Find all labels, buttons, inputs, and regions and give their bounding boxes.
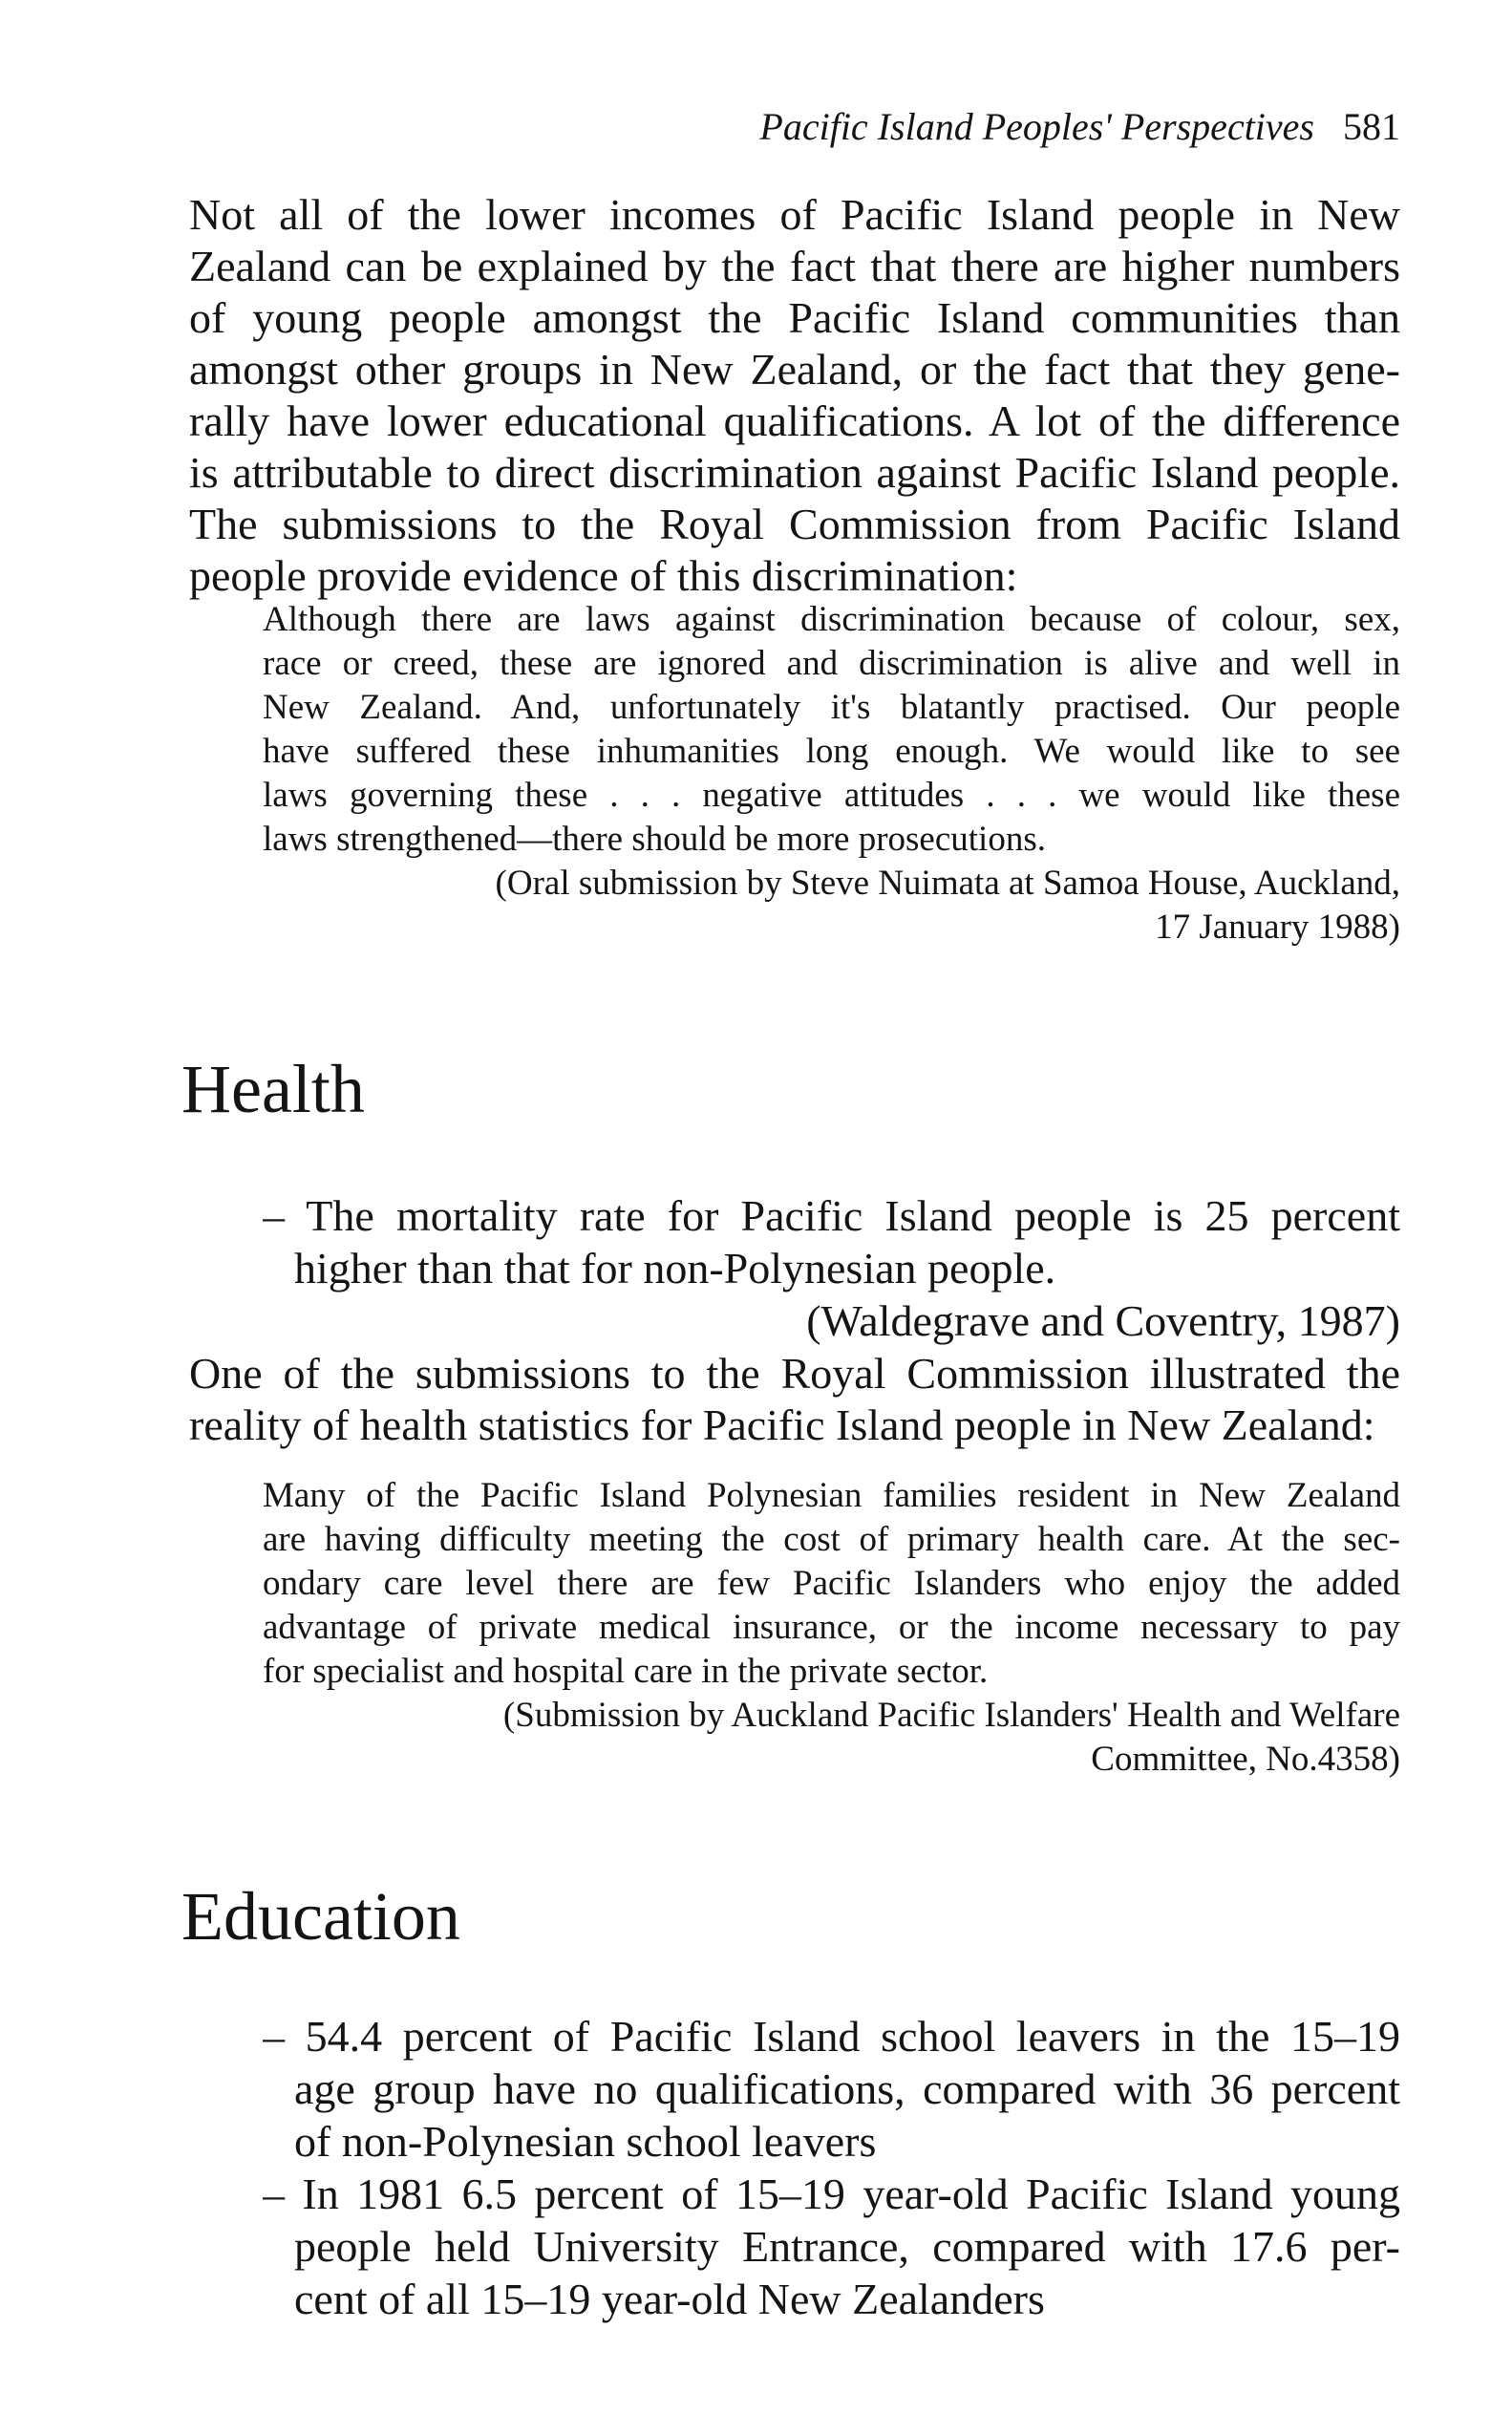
education-bullet-2	[263, 2170, 1400, 2328]
text-line: is attributable to direct discrimination against Pacific Island people.	[189, 449, 1400, 497]
quote-line: New Zealand. And, unfortunately it's blatantly practised. Our people	[263, 688, 1400, 727]
block-quote-discrimination	[263, 600, 1400, 951]
quote-line: have suffered these inhumanities long enough. We would like to see	[263, 732, 1400, 771]
bullet-line: – 54.4 percent of Pacific Island school leavers in the 15–19	[263, 2013, 1400, 2061]
text-line: of young people amongst the Pacific Island communities than	[189, 294, 1400, 342]
quote-attribution: Committee, No.4358)	[1091, 1740, 1400, 1779]
quote-attribution: (Oral submission by Steve Nuimata at Samoa House, Auckland,	[495, 864, 1400, 903]
text-line: Zealand can be explained by the fact that there are higher numbers	[189, 243, 1400, 290]
health-paragraph	[189, 1350, 1400, 1453]
text-line: One of the submissions to the Royal Commission illustrated the	[189, 1350, 1400, 1398]
text-line: amongst other groups in New Zealand, or the fact that they gene-	[189, 346, 1400, 394]
running-head-title: Pacific Island Peoples' Perspectives	[759, 105, 1314, 148]
quote-line: ondary care level there are few Pacific Islanders who enjoy the added	[263, 1564, 1400, 1603]
text-line: reality of health statistics for Pacific Island people in New Zealand:	[189, 1401, 1375, 1449]
quote-line: laws governing these . . . negative attitudes . . . we would like these	[263, 776, 1400, 815]
section-heading-health: Health	[181, 1051, 365, 1127]
quote-line: advantage of private medical insurance, or the income necessary to pay	[263, 1608, 1400, 1647]
running-head	[189, 103, 1400, 151]
text-line: The submissions to the Royal Commission from Pacific Island	[189, 501, 1400, 548]
bullet-line: – In 1981 6.5 percent of 15–19 year-old Pacific Island young	[263, 2170, 1400, 2218]
quote-line: are having difficulty meeting the cost of primary health care. At the sec-	[263, 1520, 1400, 1559]
page-number: 581	[1343, 105, 1400, 148]
quote-line: laws strengthened—there should be more prosecutions.	[263, 820, 1046, 859]
quote-line: Although there are laws against discrimination because of colour, sex,	[263, 600, 1400, 639]
block-quote-health	[263, 1476, 1400, 1784]
text-line: rally have lower educational qualifications. A lot of the difference	[189, 397, 1400, 445]
health-bullet	[263, 1192, 1400, 1350]
bullet-source: (Waldegrave and Coventry, 1987)	[806, 1297, 1400, 1345]
bullet-line: – The mortality rate for Pacific Island people is 25 percent	[263, 1192, 1400, 1240]
text-line: Not all of the lower incomes of Pacific Island people in New	[189, 191, 1400, 239]
quote-line: for specialist and hospital care in the private sector.	[263, 1652, 989, 1691]
education-bullet-1	[263, 2013, 1400, 2170]
bullet-line: higher than that for non-Polynesian people.	[294, 1245, 1056, 1293]
bullet-line: age group have no qualifications, compared with 36 percent	[294, 2065, 1400, 2113]
intro-paragraph	[189, 191, 1400, 604]
bullet-line: cent of all 15–19 year-old New Zealanders	[294, 2276, 1045, 2323]
quote-line: race or creed, these are ignored and discrimination is alive and well in	[263, 644, 1400, 683]
quote-attribution: (Submission by Auckland Pacific Islanders' Health and Welfare	[502, 1696, 1400, 1735]
bullet-line: of non-Polynesian school leavers	[294, 2118, 877, 2166]
text-line: people provide evidence of this discrimination:	[189, 552, 1018, 600]
section-heading-education: Education	[181, 1878, 460, 1955]
quote-attribution: 17 January 1988)	[1155, 908, 1400, 947]
quote-line: Many of the Pacific Island Polynesian families resident in New Zealand	[263, 1476, 1400, 1515]
bullet-line: people held University Entrance, compared with 17.6 per-	[294, 2223, 1400, 2271]
